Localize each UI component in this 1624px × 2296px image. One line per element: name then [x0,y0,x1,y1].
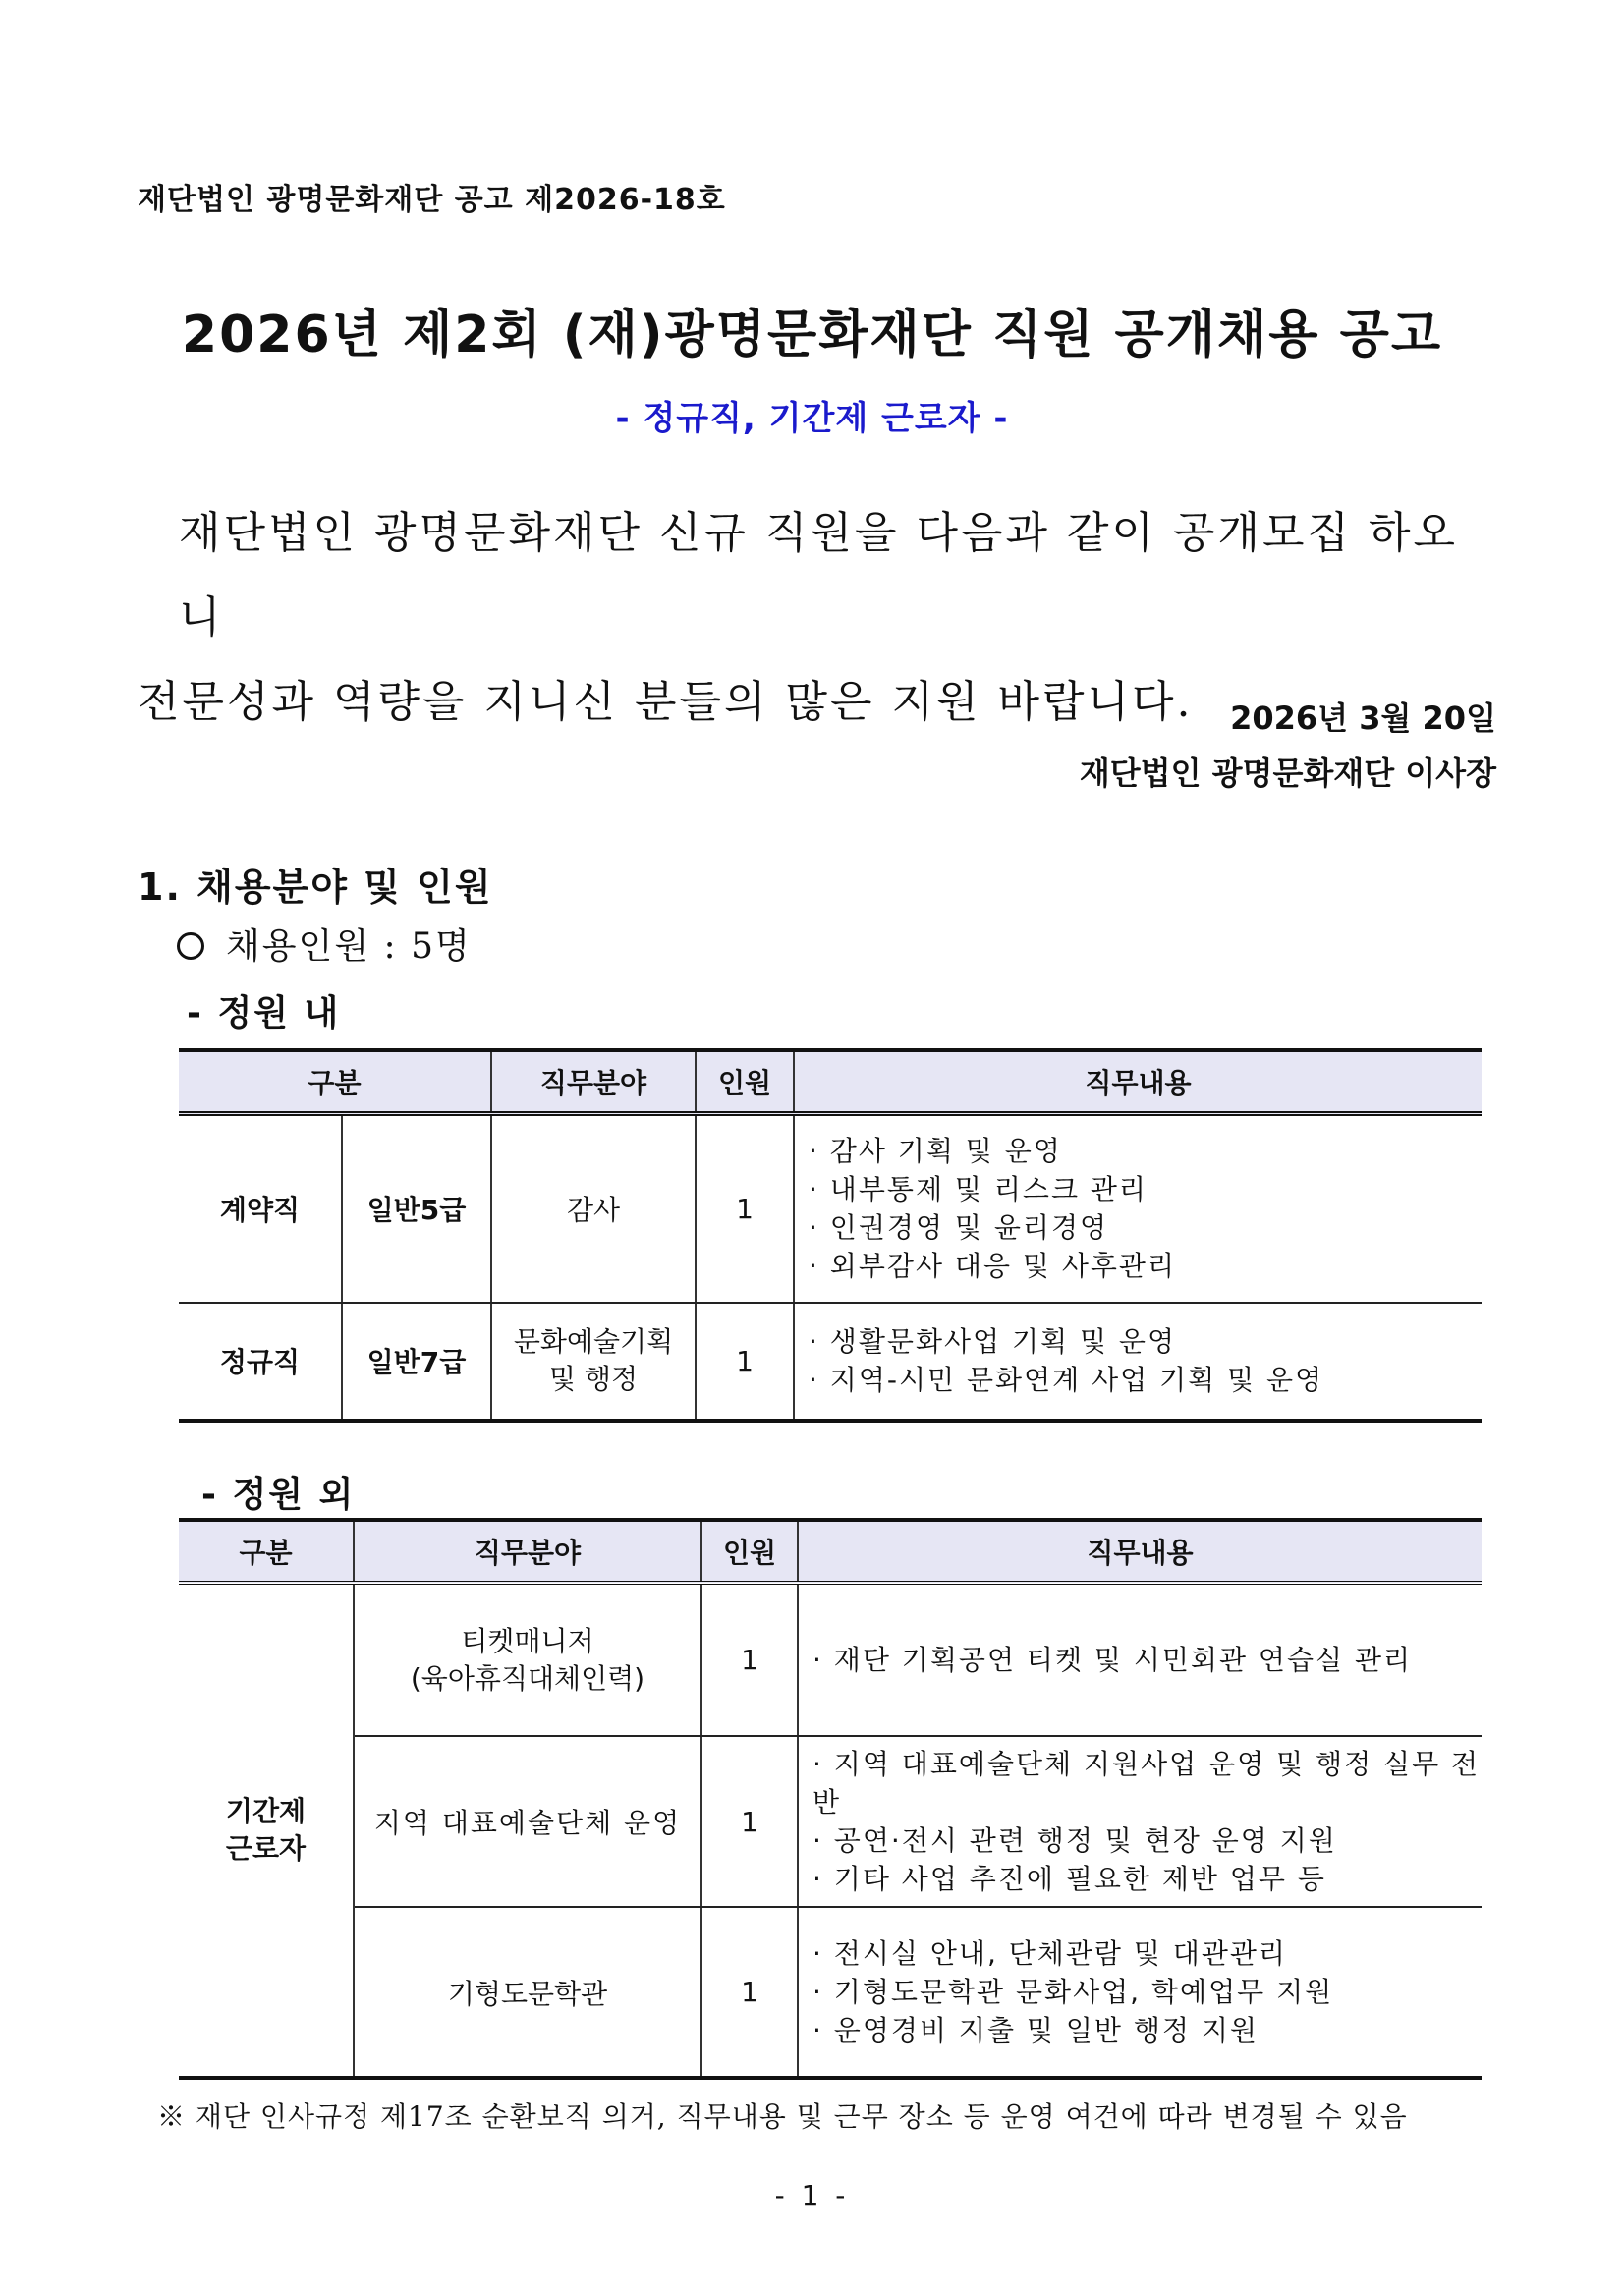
cell-duties [798,1583,1482,1736]
header-count: 인원 [696,1050,794,1114]
header-duties: 직무내용 [798,1520,1482,1583]
page-subtitle: - 정규직, 기간제 근로자 - [615,399,1009,438]
field-line-1: 티켓매니저 [461,1624,594,1657]
type-line-2: 근로자 [225,1832,307,1865]
duty-item: · 지역 대표예술단체 지원사업 운영 및 행정 실무 전반 [812,1748,1481,1819]
table-row [179,1907,1482,2078]
within-quota-label: - 정원 내 [187,993,341,1034]
headcount-line [177,919,472,969]
headcount-text: 채용인원 : 5명 [226,926,472,967]
duty-item: · 인권경영 및 윤리경영 [809,1211,1109,1245]
duty-item: · 재단 기획공연 티켓 및 시민회관 연습실 관리 [812,1644,1413,1676]
cell-field [491,1303,696,1421]
duty-item: · 기타 사업 추진에 필요한 제반 업무 등 [812,1863,1326,1895]
notice-number: 재단법인 광명문화재단 공고 제2026-18호 [138,183,726,217]
duty-item: · 전시실 안내, 단체관람 및 대관관리 [812,1937,1287,1970]
page-title: 2026년 제2회 (재)광명문화재단 직원 공개채용 공고 [181,306,1443,364]
duty-item: · 내부통제 및 리스크 관리 [809,1173,1148,1206]
table-header-row [179,1050,1482,1114]
cell-type [179,1583,354,2078]
table-header-row [179,1520,1482,1583]
duty-item: · 감사 기획 및 운영 [809,1135,1062,1168]
duty-item: · 기형도문학관 문화사업, 학예업무 지원 [812,1976,1334,2008]
cell-count: 1 [701,1583,798,1736]
cell-grade: 일반7급 [342,1303,491,1421]
table-row [179,1303,1482,1421]
cell-count: 1 [696,1303,794,1421]
duty-item: · 생활문화사업 기획 및 운영 [809,1325,1177,1358]
table-row [179,1583,1482,1736]
duty-item: · 공연·전시 관련 행정 및 현장 운영 지원 [812,1824,1337,1857]
cell-grade: 일반5급 [342,1114,491,1303]
outside-quota-label: - 정원 외 [201,1475,356,1515]
duty-item: · 운영경비 지출 및 일반 행정 지원 [812,2014,1259,2046]
circle-bullet-icon [177,932,204,960]
cell-field [354,1583,701,1736]
cell-field: 감사 [491,1114,696,1303]
cell-field: 지역 대표예술단체 운영 [354,1736,701,1907]
table-row [179,1114,1482,1303]
cell-duties [798,1907,1482,2078]
cell-type: 계약직 [179,1114,342,1303]
header-category: 구분 [179,1520,354,1583]
cell-duties [798,1736,1482,1907]
cell-field: 기형도문학관 [354,1907,701,2078]
notice-issuer: 재단법인 광명문화재단 이사장 [1079,755,1496,792]
field-line-2: (육아휴직대체인력) [410,1661,645,1695]
cell-type: 정규직 [179,1303,342,1421]
cell-count: 1 [701,1907,798,2078]
section-heading: 1. 채용분야 및 인원 [138,866,493,909]
header-category: 구분 [179,1050,491,1114]
outside-quota-table [179,1518,1482,2080]
cell-count: 1 [696,1114,794,1303]
notice-date: 2026년 3월 20일 [1230,700,1496,737]
header-duties: 직무내용 [794,1050,1482,1114]
cell-count: 1 [701,1736,798,1907]
header-field: 직무분야 [354,1520,701,1583]
field-line-1: 문화예술기획 [513,1325,674,1358]
footnote: ※ 재단 인사규정 제17조 순환보직 의거, 직무내용 및 근무 장소 등 운영 여건에 따라 변경될 수 있음 [157,2100,1408,2133]
duty-item: · 지역-시민 문화연계 사업 기획 및 운영 [809,1364,1324,1396]
table-row [179,1736,1482,1907]
cell-duties [794,1303,1482,1421]
intro-line-2: 전문성과 역량을 지니신 분들의 많은 지원 바랍니다. [138,677,1194,727]
type-line-1: 기간제 [225,1795,307,1827]
field-line-2: 및 행정 [548,1363,639,1395]
duty-item: · 외부감사 대응 및 사후관리 [809,1250,1177,1283]
page-number: - 1 - [774,2179,850,2212]
within-quota-table [179,1048,1482,1423]
header-field: 직무분야 [491,1050,696,1114]
cell-duties [794,1114,1482,1303]
header-count: 인원 [701,1520,798,1583]
intro-line-1: 재단법인 광명문화재단 신규 직원을 다음과 같이 공개모집 하오니 [179,508,1459,643]
